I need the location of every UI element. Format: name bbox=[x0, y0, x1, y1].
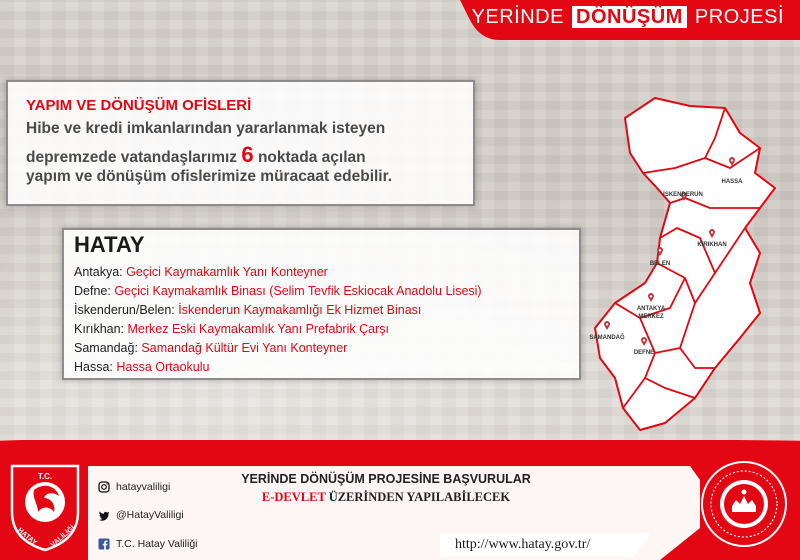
location-pin-icon bbox=[603, 321, 612, 330]
application-notice-line-2 bbox=[226, 490, 546, 505]
location-row bbox=[74, 284, 482, 298]
district-name: Hassa: bbox=[74, 360, 113, 374]
map-label-merkez: MERKEZ bbox=[638, 314, 664, 320]
map-label-defne: DEFNE bbox=[633, 350, 655, 356]
social-twitter[interactable] bbox=[98, 509, 184, 521]
offices-heading: YAPIM VE DÖNÜŞÜM OFİSLERİ bbox=[26, 97, 252, 114]
twitter-icon bbox=[98, 509, 110, 521]
top-banner bbox=[460, 0, 800, 40]
map-label-samandag: SAMANDAĞ bbox=[589, 335, 625, 341]
svg-text:VALİLİĞİ: VALİLİĞİ bbox=[49, 524, 77, 549]
offices-line-2 bbox=[26, 142, 366, 168]
social-instagram[interactable] bbox=[98, 481, 170, 493]
website-link[interactable]: http://www.hatay.gov.tr/ bbox=[455, 537, 591, 552]
instagram-handle: hatayvaliligi bbox=[116, 481, 171, 493]
location-row bbox=[74, 360, 210, 374]
location-row bbox=[74, 322, 389, 336]
office-address: İskenderun Kaymakamlığı Ek Hizmet Binası bbox=[178, 303, 422, 317]
instagram-icon bbox=[98, 481, 110, 493]
offices-panel bbox=[6, 80, 475, 206]
office-address: Samandağ Kültür Evi Yanı Konteyner bbox=[141, 341, 348, 355]
location-pin-icon bbox=[647, 293, 656, 302]
district-name: Kırıkhan: bbox=[74, 322, 125, 336]
twitter-handle: @HatayValiligi bbox=[116, 509, 184, 521]
map-label-iskenderun: İSKENDERUN bbox=[663, 192, 703, 198]
map-label-hassa: HASSA bbox=[721, 179, 743, 185]
office-count: 6 bbox=[241, 142, 254, 167]
office-address: Hassa Ortaokulu bbox=[116, 360, 210, 374]
state-seal-logo bbox=[700, 460, 788, 548]
title-highlight: DÖNÜŞÜM bbox=[572, 6, 687, 28]
office-address: Geçici Kaymakamlık Yanı Konteyner bbox=[126, 265, 328, 279]
title-suffix: PROJESİ bbox=[694, 6, 784, 28]
district-name: Samandağ: bbox=[74, 341, 138, 355]
hatay-governorship-logo bbox=[4, 452, 86, 552]
social-facebook[interactable] bbox=[98, 538, 198, 550]
map-shape bbox=[585, 78, 800, 438]
offices-line-3: yapım ve dönüşüm ofislerimize müracaat edebilir. bbox=[26, 168, 393, 185]
location-pin-icon bbox=[708, 229, 717, 238]
office-address: Geçici Kaymakamlık Binası (Selim Tevfik Eskiocak Anadolu Lisesi) bbox=[114, 284, 482, 298]
application-notice-line-1: YERİNDE DÖNÜŞÜM PROJESİNE BAŞVURULAR bbox=[241, 472, 531, 486]
offices-line-1: Hibe ve kredi imkanlarından yararlanmak isteyen bbox=[26, 120, 386, 137]
map-label-belen: BELEN bbox=[649, 261, 671, 267]
location-row bbox=[74, 303, 421, 317]
office-address: Merkez Eski Kaymakamlık Yanı Prefabrik Çarşı bbox=[127, 322, 389, 336]
district-name: Defne: bbox=[74, 284, 111, 298]
location-pin-icon bbox=[640, 337, 649, 346]
location-pin-icon bbox=[728, 157, 737, 166]
edevlet-text: E-DEVLET bbox=[261, 490, 326, 504]
location-pin-icon bbox=[656, 247, 665, 256]
facebook-icon bbox=[98, 538, 110, 550]
district-name: Antakya: bbox=[74, 265, 123, 279]
offices-line-2-after: noktada açılan bbox=[257, 149, 366, 166]
svg-text:T.C.: T.C. bbox=[37, 472, 53, 481]
district-name: İskenderun/Belen: bbox=[74, 303, 175, 317]
map-label-antakya: ANTAKYA bbox=[636, 306, 666, 312]
application-notice-rest: ÜZERİNDEN YAPILABİLECEK bbox=[328, 490, 511, 504]
locations-panel bbox=[62, 228, 581, 380]
map-label-kirikhan: KIRIKHAN bbox=[697, 242, 727, 248]
province-heading: HATAY bbox=[74, 232, 145, 257]
svg-text:HATAY: HATAY bbox=[16, 526, 38, 547]
hatay-district-map bbox=[585, 78, 800, 438]
facebook-page: T.C. Hatay Valiliği bbox=[116, 538, 198, 550]
title-prefix: YERİNDE bbox=[471, 6, 564, 28]
project-title bbox=[472, 6, 784, 29]
location-row bbox=[74, 341, 347, 355]
offices-line-2-before: depremzede vatandaşlarımız bbox=[26, 149, 238, 166]
location-row bbox=[74, 265, 328, 279]
